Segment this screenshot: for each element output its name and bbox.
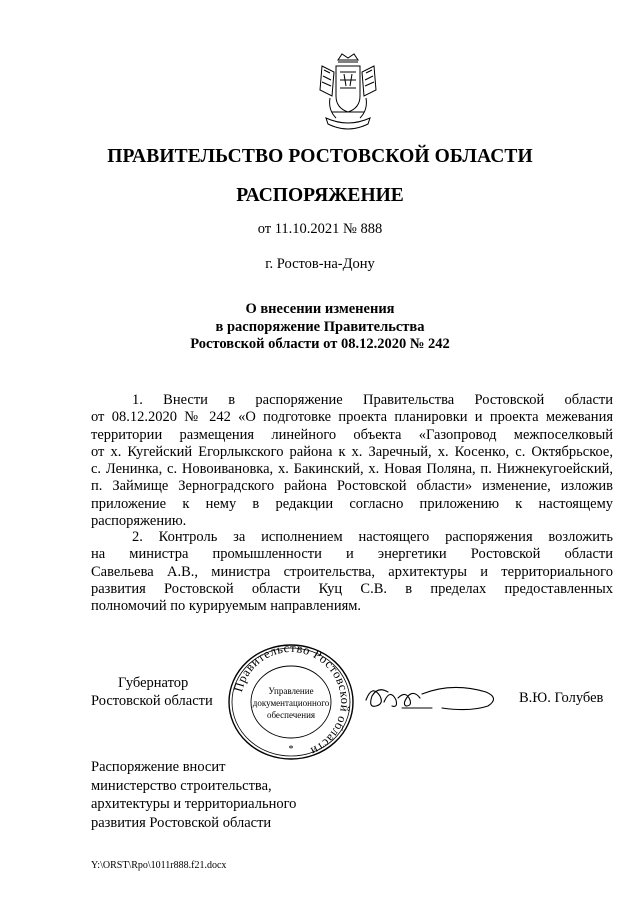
introduced-by: [91, 758, 296, 832]
document-date-number: от 11.10.2021 № 888: [257, 221, 383, 237]
stamp-center-line: обеспечения: [266, 710, 316, 720]
stamp-ring-text: Правительство Ростовской области: [231, 642, 353, 759]
paragraph-line: Савельева А.В., министра строительства, архитектуры и территориального: [91, 563, 613, 580]
paragraph-2: [91, 529, 613, 615]
signer-name: В.Ю. Голубев: [519, 690, 604, 706]
introduced-by-line: Распоряжение вносит: [91, 759, 226, 775]
stamp-center-line: документационного: [252, 698, 330, 708]
coat-of-arms-icon: [316, 52, 380, 134]
paragraph-line: приложение к нему в редакции согласно приложению к настоящему: [91, 495, 613, 512]
official-stamp: [226, 642, 356, 762]
paragraph-line: 2. Контроль за исполнением настоящего распоряжения возложить: [132, 529, 613, 545]
file-path: Y:\ORST\Rpo\1011r888.f21.docx: [91, 860, 227, 871]
document-city: г. Ростов-на-Дону: [265, 256, 375, 272]
paragraph-line: п. Займище Зерноградского района Ростовской области» изменение, изложив: [91, 478, 613, 495]
government-title: ПРАВИТЕЛЬСТВО РОСТОВСКОЙ ОБЛАСТИ: [107, 146, 533, 167]
introduced-by-line: развития Ростовской области: [91, 814, 272, 831]
introduced-by-line: архитектуры и территориального: [91, 796, 297, 813]
signer-title-line: Губернатор: [118, 675, 189, 691]
stamp-center-line: Управление: [268, 686, 314, 696]
paragraph-line: полномочий по курируемым направлениям.: [91, 598, 362, 615]
signer-title-line: Ростовской области: [91, 693, 213, 709]
paragraph-line: 1. Внести в распоряжение Правительства Ростовской области: [132, 392, 613, 408]
paragraph-line: с. Ленинка, с. Новоивановка, х. Бакинский, х. Новая Поляна, п. Нижнекугоейский,: [91, 461, 613, 478]
paragraph-line: территории размещения линейного объекта «Газопровод межпоселковый: [91, 426, 613, 443]
paragraph-1: [91, 392, 613, 530]
stamp-star-icon: *: [288, 744, 294, 755]
paragraph-line: от 08.12.2020 № 242 «О подготовке проекта планировки и проекта межевания: [91, 409, 613, 426]
paragraph-line: распоряжению.: [91, 513, 187, 530]
introduced-by-line: министерство строительства,: [91, 777, 272, 794]
document-type: РАСПОРЯЖЕНИЕ: [236, 185, 404, 206]
paragraph-line: развития Ростовской области Куц С.В. в пределах предоставленных: [91, 580, 613, 597]
paragraph-line: на министра промышленности и энергетики Ростовской области: [91, 546, 613, 563]
handwritten-signature: [362, 678, 502, 718]
paragraph-line: от х. Кугейский Егорлыкского района к х. Заречный, х. Косенко, с. Октябрьское,: [91, 443, 613, 460]
subject-line: Ростовской области от 08.12.2020 № 242: [190, 336, 450, 352]
document-subject: [0, 301, 640, 354]
signer-title: [91, 674, 213, 710]
subject-line: О внесении изменения: [245, 301, 395, 317]
subject-line: в распоряжение Правительства: [215, 318, 425, 335]
